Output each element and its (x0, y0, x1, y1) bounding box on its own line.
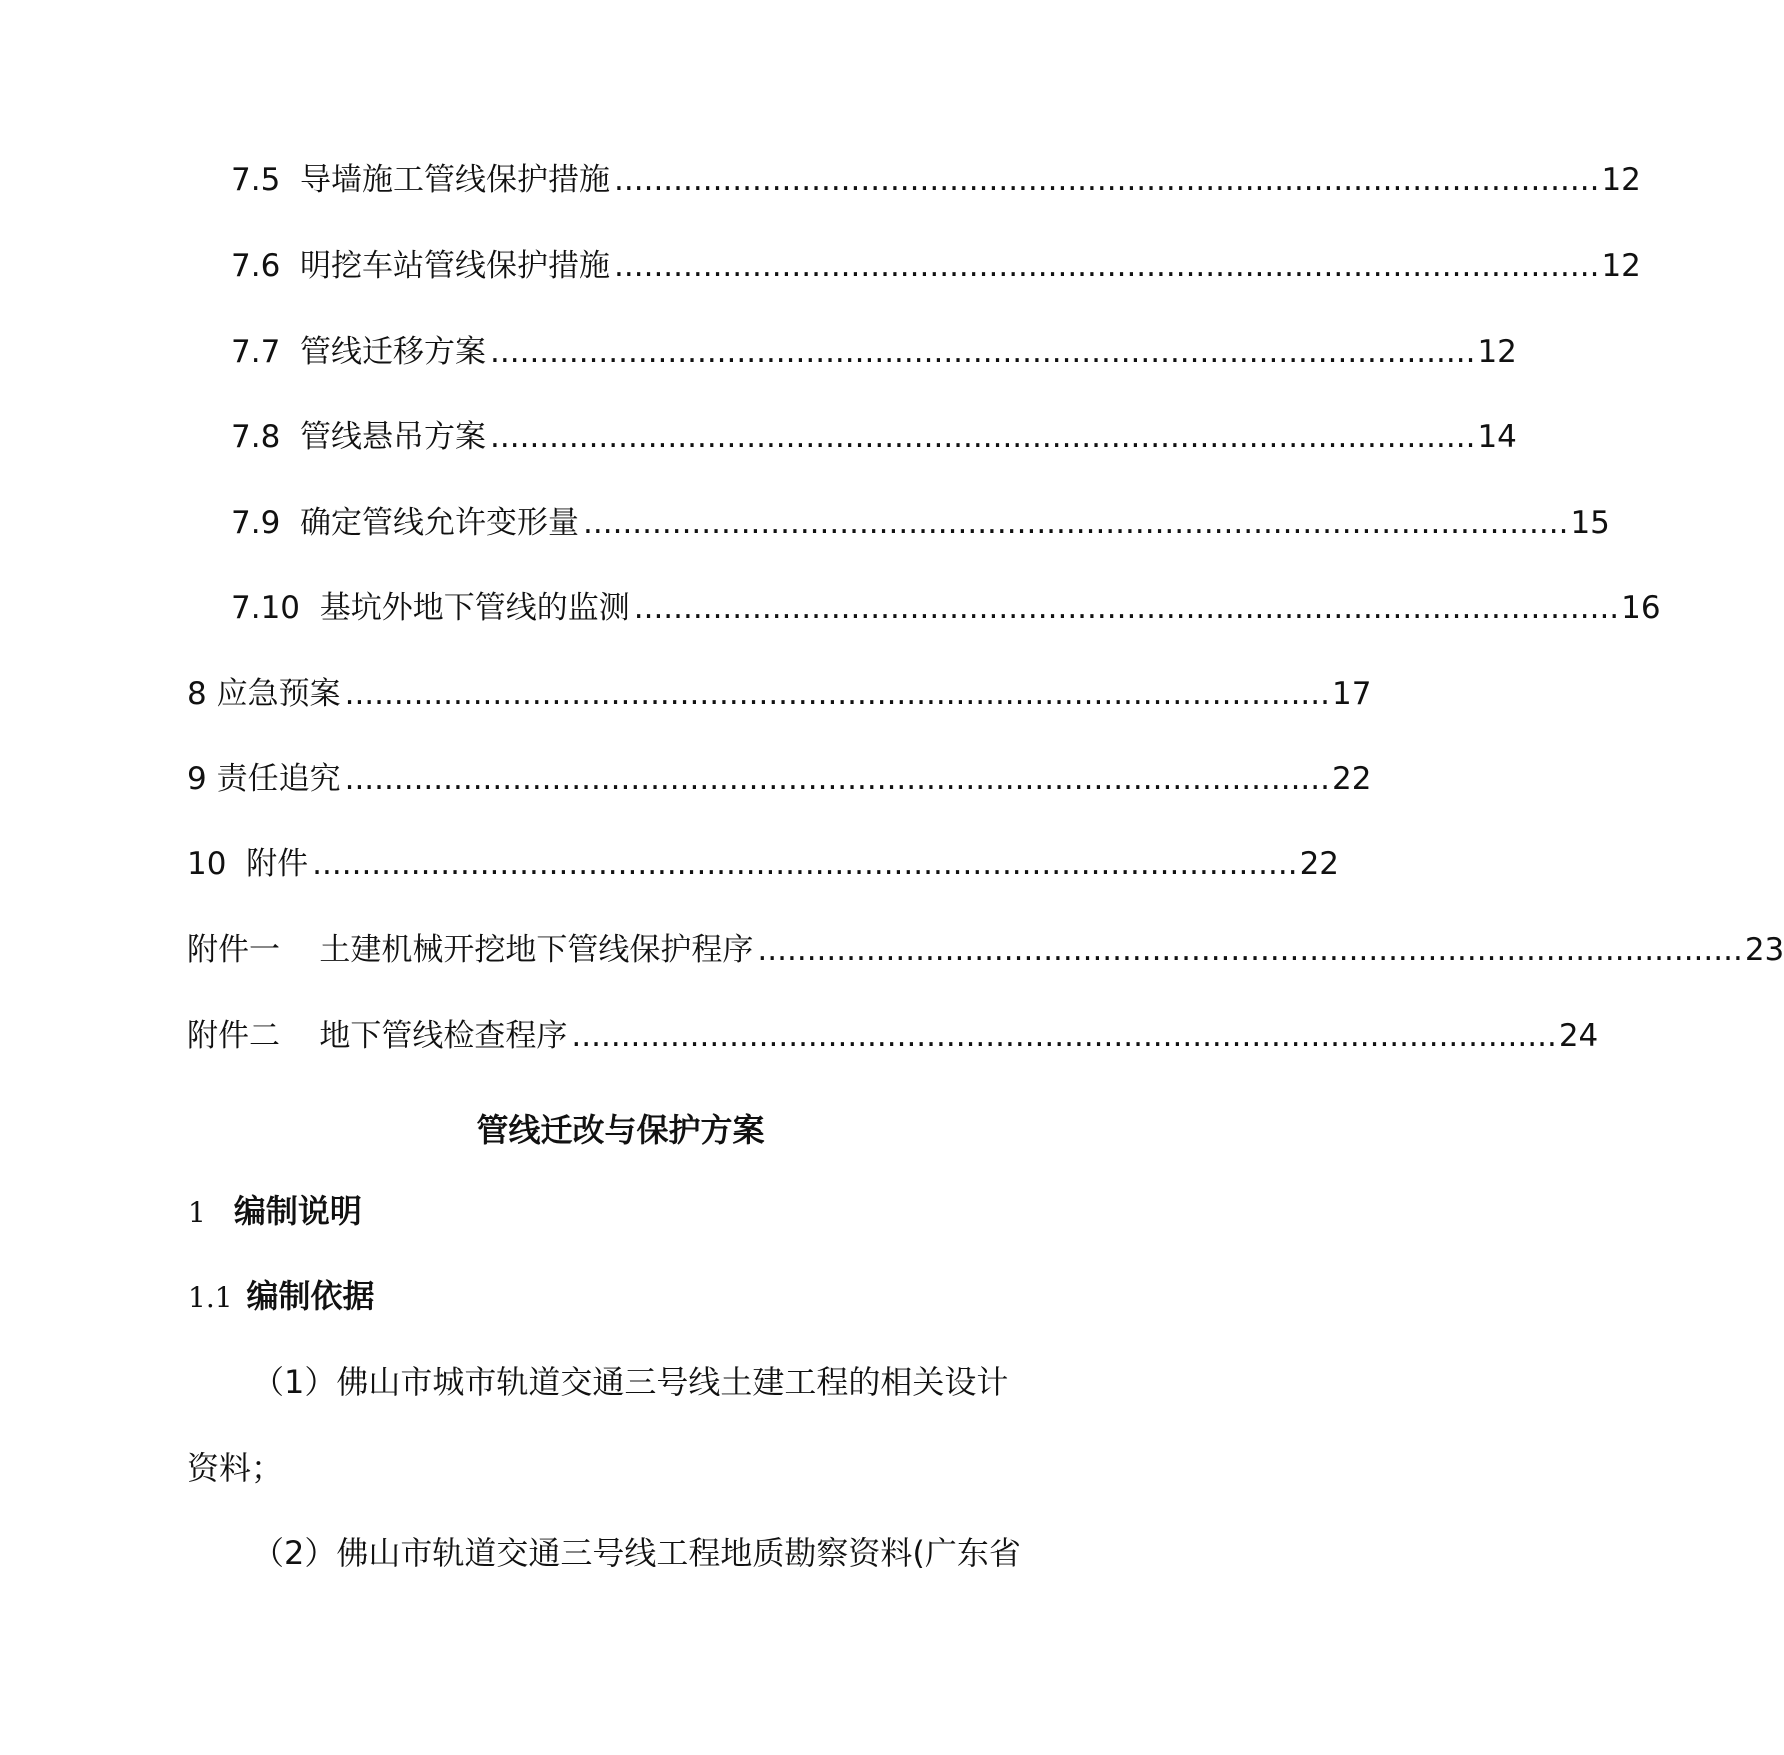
toc-leader-dots: .................................................................................................... (633, 590, 1620, 626)
toc-leader-dots: .................................................................................................... (614, 248, 1600, 284)
toc-number: 附件一 (187, 932, 280, 968)
toc-entry[interactable] (0, 411, 1517, 463)
toc-title: 管线迁移方案 (300, 334, 487, 370)
toc-number: 7.6 (231, 248, 281, 284)
toc-page-number: 23 (1744, 932, 1784, 968)
section-number: 1 (188, 1196, 206, 1229)
toc-page-number: 24 (1558, 1018, 1599, 1054)
toc-entry[interactable] (0, 753, 1372, 805)
document-title: 管线迁改与保护方案 (476, 1111, 765, 1149)
toc-page-number: 16 (1621, 590, 1661, 626)
toc-page-number: 12 (1601, 248, 1641, 284)
paragraph-line: 资料； (187, 1449, 284, 1487)
toc-leader-dots: .................................................................................................... (583, 505, 1569, 541)
subsection-number: 1.1 (188, 1281, 233, 1314)
toc-title: 管线悬吊方案 (300, 419, 487, 455)
toc-leader-dots: .................................................................................................... (312, 846, 1298, 882)
toc-leader-dots: .................................................................................................... (571, 1018, 1557, 1054)
toc-title: 基坑外地下管线的监测 (319, 590, 630, 626)
toc-entry[interactable] (0, 668, 1372, 720)
toc-title: 责任追究 (216, 761, 341, 797)
toc-page-number: 14 (1477, 419, 1517, 455)
toc-page-number: 15 (1570, 505, 1610, 541)
paragraph-line: （2）佛山市轨道交通三号线工程地质勘察资料(广东省 (252, 1534, 1021, 1572)
toc-page-number: 17 (1332, 676, 1372, 712)
toc-entry[interactable] (0, 497, 1610, 549)
toc-leader-dots: .................................................................................................... (757, 932, 1743, 968)
toc-number: 7.9 (231, 505, 281, 541)
toc-title: 土建机械开挖地下管线保护程序 (319, 932, 754, 968)
toc-leader-dots: .................................................................................................... (344, 761, 1330, 797)
toc-entry[interactable] (0, 326, 1517, 378)
toc-leader-dots: .................................................................................................... (344, 676, 1330, 712)
toc-entry[interactable] (0, 240, 1641, 292)
toc-leader-dots: .................................................................................................... (490, 419, 1476, 455)
section-title: 编制说明 (233, 1192, 362, 1230)
toc-page-number: 22 (1299, 846, 1340, 882)
toc-title: 导墙施工管线保护措施 (300, 162, 611, 198)
toc-title: 附件 (246, 846, 309, 882)
toc-leader-dots: .................................................................................................... (614, 162, 1600, 198)
toc-number: 8 (187, 676, 207, 712)
section-heading (188, 1187, 362, 1237)
toc-page-number: 12 (1601, 162, 1641, 198)
toc-entry[interactable] (0, 838, 1340, 890)
toc-page-number: 22 (1332, 761, 1372, 797)
toc-title: 应急预案 (216, 676, 341, 712)
subsection-title: 编制依据 (246, 1277, 375, 1315)
toc-page-number: 12 (1477, 334, 1517, 370)
toc-number: 7.5 (231, 162, 281, 198)
subsection-heading (188, 1272, 375, 1322)
toc-number: 7.8 (231, 419, 281, 455)
toc-leader-dots: .................................................................................................... (490, 334, 1476, 370)
toc-title: 地下管线检查程序 (319, 1018, 568, 1054)
toc-number: 9 (187, 761, 207, 797)
toc-number: 10 (187, 846, 227, 882)
toc-entry[interactable] (0, 582, 1661, 634)
toc-entry[interactable] (0, 154, 1641, 206)
toc-number: 7.7 (231, 334, 281, 370)
toc-title: 确定管线允许变形量 (300, 505, 580, 541)
toc-number: 附件二 (187, 1018, 280, 1054)
paragraph-line: （1）佛山市城市轨道交通三号线土建工程的相关设计 (252, 1363, 1009, 1401)
toc-entry[interactable] (0, 924, 1784, 976)
toc-title: 明挖车站管线保护措施 (300, 248, 611, 284)
toc-entry[interactable] (0, 1010, 1599, 1062)
toc-number: 7.10 (231, 590, 301, 626)
